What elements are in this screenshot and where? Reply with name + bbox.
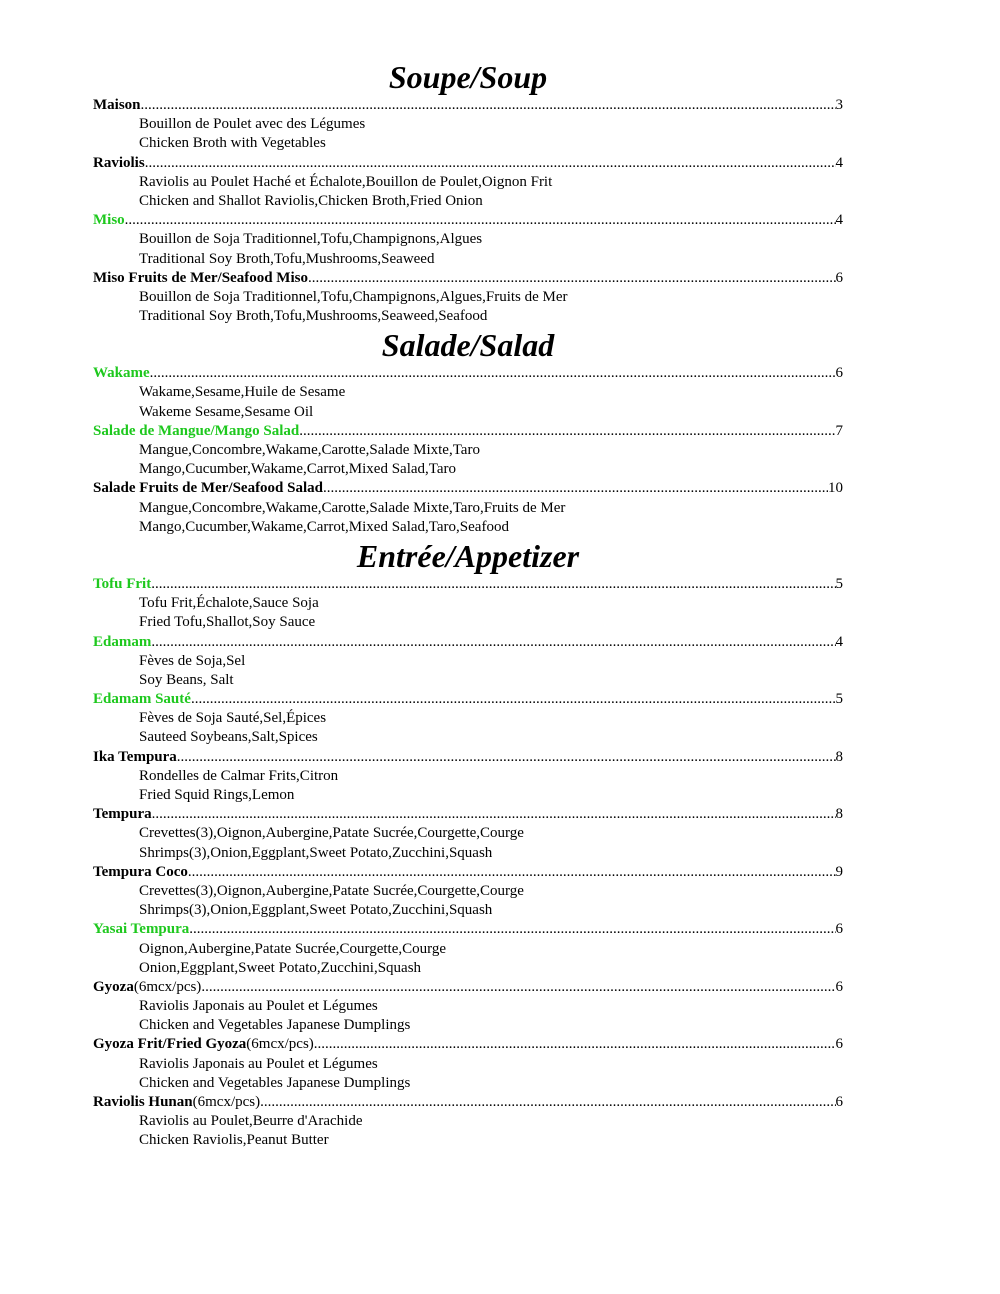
dot-leader bbox=[141, 96, 836, 115]
item-description-en: Sauteed Soybeans,Salt,Spices bbox=[139, 729, 318, 746]
item-description-en: Traditional Soy Broth,Tofu,Mushrooms,Seaweed,Seafood bbox=[139, 308, 488, 325]
item-price: 8 bbox=[835, 806, 843, 823]
dot-leader bbox=[314, 1035, 836, 1054]
item-name: Tofu Frit bbox=[93, 575, 152, 592]
item-price: 8 bbox=[835, 748, 843, 765]
dot-leader bbox=[145, 154, 836, 173]
menu-item-yasai-tempura bbox=[93, 920, 843, 939]
dot-leader bbox=[191, 690, 836, 709]
item-name: Gyoza Frit/Fried Gyoza bbox=[93, 1036, 247, 1053]
dot-leader bbox=[260, 1093, 835, 1112]
item-description-en: Chicken and Vegetables Japanese Dumplings bbox=[139, 1074, 411, 1091]
item-price: 5 bbox=[835, 691, 843, 708]
menu-document bbox=[93, 58, 843, 1151]
item-price: 6 bbox=[835, 1036, 843, 1053]
item-description-fr: Raviolis au Poulet,Beurre d'Arachide bbox=[139, 1113, 363, 1130]
item-price: 9 bbox=[835, 863, 843, 880]
item-description-fr: Mangue,Concombre,Wakame,Carotte,Salade Mixte,Taro,Fruits de Mer bbox=[139, 499, 566, 516]
item-portion-note: (6mcx/pcs) bbox=[246, 1036, 314, 1053]
item-description-fr: Fèves de Soja Sauté,Sel,Épices bbox=[139, 710, 327, 727]
menu-item-gyoza-frit-fried-gyoza bbox=[93, 1035, 843, 1054]
menu-section-soupe-soup bbox=[93, 58, 843, 326]
menu-item-miso bbox=[93, 211, 843, 230]
item-price: 6 bbox=[835, 365, 843, 382]
item-description-en: Mango,Cucumber,Wakame,Carrot,Mixed Salad,Taro bbox=[139, 461, 457, 478]
menu-item-miso-fruits-de-mer-seafood-miso bbox=[93, 269, 843, 288]
item-price: 6 bbox=[835, 978, 843, 995]
dot-leader bbox=[177, 748, 836, 767]
item-name: Raviolis bbox=[93, 154, 145, 171]
item-description-en: Chicken Raviolis,Peanut Butter bbox=[139, 1132, 329, 1149]
menu-item-wakame bbox=[93, 364, 843, 383]
item-description-en: Onion,Eggplant,Sweet Potato,Zucchini,Squash bbox=[139, 959, 422, 976]
item-name: Miso bbox=[93, 212, 125, 229]
menu-item-salade-de-mangue-mango-salad bbox=[93, 422, 843, 441]
item-price: 6 bbox=[835, 1094, 843, 1110]
item-description-en: Wakeme Sesame,Sesame Oil bbox=[139, 403, 314, 420]
item-name: Wakame bbox=[93, 365, 150, 382]
item-price: 5 bbox=[835, 575, 843, 592]
dot-leader bbox=[299, 422, 835, 441]
dot-leader bbox=[152, 805, 836, 824]
item-name: Edamam Sauté bbox=[93, 691, 191, 708]
item-description-en: Mango,Cucumber,Wakame,Carrot,Mixed Salad,Taro,Seafood bbox=[139, 518, 509, 535]
item-description-en: Shrimps(3),Onion,Eggplant,Sweet Potato,Zucchini,Squash bbox=[139, 902, 493, 919]
item-name: Yasai Tempura bbox=[93, 921, 190, 938]
item-name: Tempura bbox=[93, 806, 152, 823]
section-title: Entrée/Appetizer bbox=[356, 537, 580, 574]
item-price: 4 bbox=[835, 633, 843, 650]
menu-item-maison bbox=[93, 96, 843, 115]
item-description-en: Soy Beans, Salt bbox=[139, 671, 234, 688]
item-name: Tempura Coco bbox=[93, 863, 188, 880]
item-price: 6 bbox=[835, 269, 843, 286]
dot-leader bbox=[125, 211, 836, 230]
menu-item-gyoza bbox=[93, 978, 843, 997]
item-description-fr: Bouillon de Poulet avec des Légumes bbox=[139, 116, 366, 133]
menu-section-salade-salad bbox=[93, 326, 843, 537]
dot-leader bbox=[189, 920, 835, 939]
item-description-fr: Mangue,Concombre,Wakame,Carotte,Salade Mixte,Taro bbox=[139, 442, 480, 458]
item-description-fr: Bouillon de Soja Traditionnel,Tofu,Champignons,Algues,Fruits de Mer bbox=[139, 288, 568, 305]
item-description-fr: Tofu Frit,Échalote,Sauce Soja bbox=[139, 595, 319, 612]
item-description-fr: Crevettes(3),Oignon,Aubergine,Patate Sucrée,Courgette,Courge bbox=[139, 882, 524, 899]
item-description-en: Chicken Broth with Vegetables bbox=[139, 135, 326, 152]
item-description-en: Fried Squid Rings,Lemon bbox=[139, 787, 295, 803]
item-description-en: Chicken and Vegetables Japanese Dumplings bbox=[139, 1017, 411, 1034]
section-title: Salade/Salad bbox=[381, 327, 555, 364]
item-description-fr: Crevettes(3),Oignon,Aubergine,Patate Sucrée,Courgette,Courge bbox=[139, 825, 524, 842]
item-price: 4 bbox=[835, 212, 843, 229]
dot-leader bbox=[188, 863, 836, 882]
item-name: Maison bbox=[93, 97, 141, 113]
item-description-fr: Raviolis Japonais au Poulet et Légumes bbox=[139, 998, 378, 1015]
menu-item-edamam bbox=[93, 633, 843, 652]
dot-leader bbox=[151, 575, 835, 594]
item-portion-note: (6mcx/pcs) bbox=[192, 1094, 261, 1110]
item-portion-note: (6mcx/pcs) bbox=[133, 978, 202, 995]
menu-item-tempura-coco bbox=[93, 863, 843, 882]
menu-item-raviolis bbox=[93, 154, 843, 173]
dot-leader bbox=[201, 978, 835, 997]
item-name: Edamam bbox=[93, 633, 152, 650]
item-description-fr: Raviolis Japonais au Poulet et Légumes bbox=[139, 1055, 378, 1072]
item-price: 4 bbox=[835, 154, 843, 171]
item-name: Ika Tempura bbox=[93, 748, 177, 765]
item-name: Salade Fruits de Mer/Seafood Salad bbox=[93, 480, 324, 497]
item-description-en: Traditional Soy Broth,Tofu,Mushrooms,Seaweed bbox=[139, 250, 435, 267]
dot-leader bbox=[323, 479, 828, 498]
item-description-fr: Wakame,Sesame,Huile de Sesame bbox=[139, 384, 346, 401]
item-name: Miso Fruits de Mer/Seafood Miso bbox=[93, 269, 308, 286]
item-price: 10 bbox=[828, 480, 843, 497]
menu-item-salade-fruits-de-mer-seafood-salad bbox=[93, 479, 843, 498]
item-name: Gyoza bbox=[93, 978, 134, 995]
item-price: 3 bbox=[835, 97, 843, 113]
item-name: Salade de Mangue/Mango Salad bbox=[93, 422, 300, 439]
item-description-en: Chicken and Shallot Raviolis,Chicken Broth,Fried Onion bbox=[139, 192, 483, 209]
menu-item-edamam-saute bbox=[93, 690, 843, 709]
item-description-fr: Bouillon de Soja Traditionnel,Tofu,Champignons,Algues bbox=[139, 231, 483, 248]
item-description-fr: Rondelles de Calmar Frits,Citron bbox=[139, 767, 339, 784]
menu-section-entree-appetizer bbox=[93, 537, 843, 1151]
item-description-en: Shrimps(3),Onion,Eggplant,Sweet Potato,Zucchini,Squash bbox=[139, 844, 493, 861]
item-price: 7 bbox=[835, 422, 843, 439]
menu-item-tofu-frit bbox=[93, 575, 843, 594]
item-description-en: Fried Tofu,Shallot,Soy Sauce bbox=[139, 614, 316, 631]
item-description-fr: Raviolis au Poulet Haché et Échalote,Bouillon de Poulet,Oignon Frit bbox=[139, 173, 553, 190]
item-name: Raviolis Hunan bbox=[93, 1094, 193, 1110]
dot-leader bbox=[308, 269, 836, 288]
menu-item-raviolis-hunan bbox=[93, 1093, 843, 1112]
dot-leader bbox=[150, 364, 836, 383]
item-description-fr: Fèves de Soja,Sel bbox=[139, 652, 246, 669]
dot-leader bbox=[151, 633, 835, 652]
menu-item-tempura bbox=[93, 805, 843, 824]
section-title: Soupe/Soup bbox=[388, 59, 548, 95]
item-price: 6 bbox=[835, 921, 843, 938]
item-description-fr: Oignon,Aubergine,Patate Sucrée,Courgette,Courge bbox=[139, 940, 447, 957]
menu-item-ika-tempura bbox=[93, 748, 843, 767]
